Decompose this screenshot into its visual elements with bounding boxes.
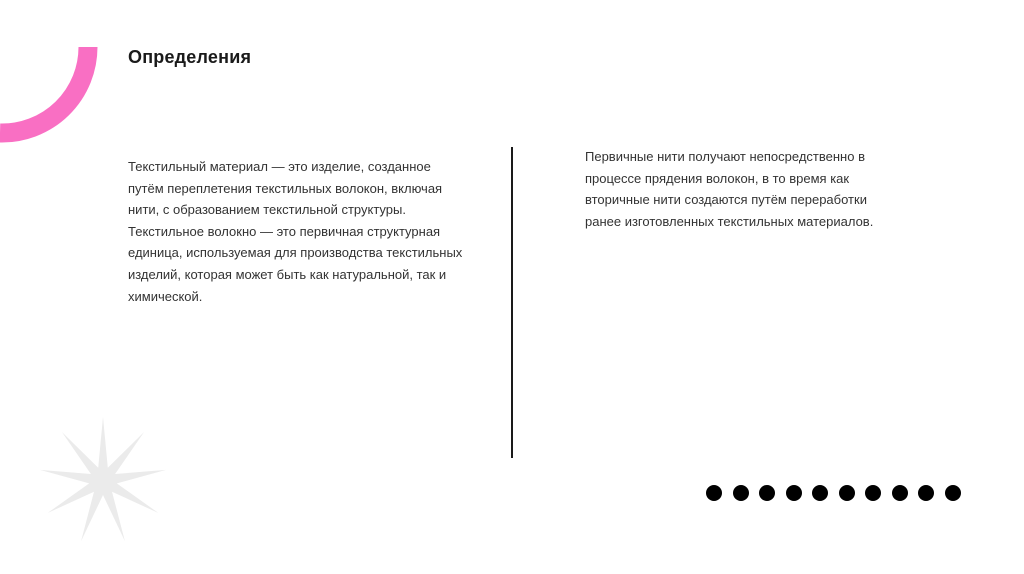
definition-text-left: Текстильный материал — это изделие, созданное путём переплетения текстильных волокон, включая нити, с образованием текстильной структуры. Текстильное волокно — это первичная структурная единица, используемая для производства текстильных изделий, которая может быть как натуральной, так и химической. (128, 159, 463, 304)
dot (759, 485, 775, 501)
dot (945, 485, 961, 501)
dot (812, 485, 828, 501)
dot (865, 485, 881, 501)
vertical-divider (511, 147, 513, 458)
dot (892, 485, 908, 501)
dot (733, 485, 749, 501)
page-title: Определения (128, 47, 252, 67)
dot (786, 485, 802, 501)
dot (839, 485, 855, 501)
dots-row (706, 485, 961, 501)
dot (706, 485, 722, 501)
definition-text-right: Первичные нити получают непосредственно в процессе прядения волокон, в то время как вторичные нити создаются путём переработки ранее изготовленных текстильных материалов. (585, 149, 874, 229)
dot (918, 485, 934, 501)
